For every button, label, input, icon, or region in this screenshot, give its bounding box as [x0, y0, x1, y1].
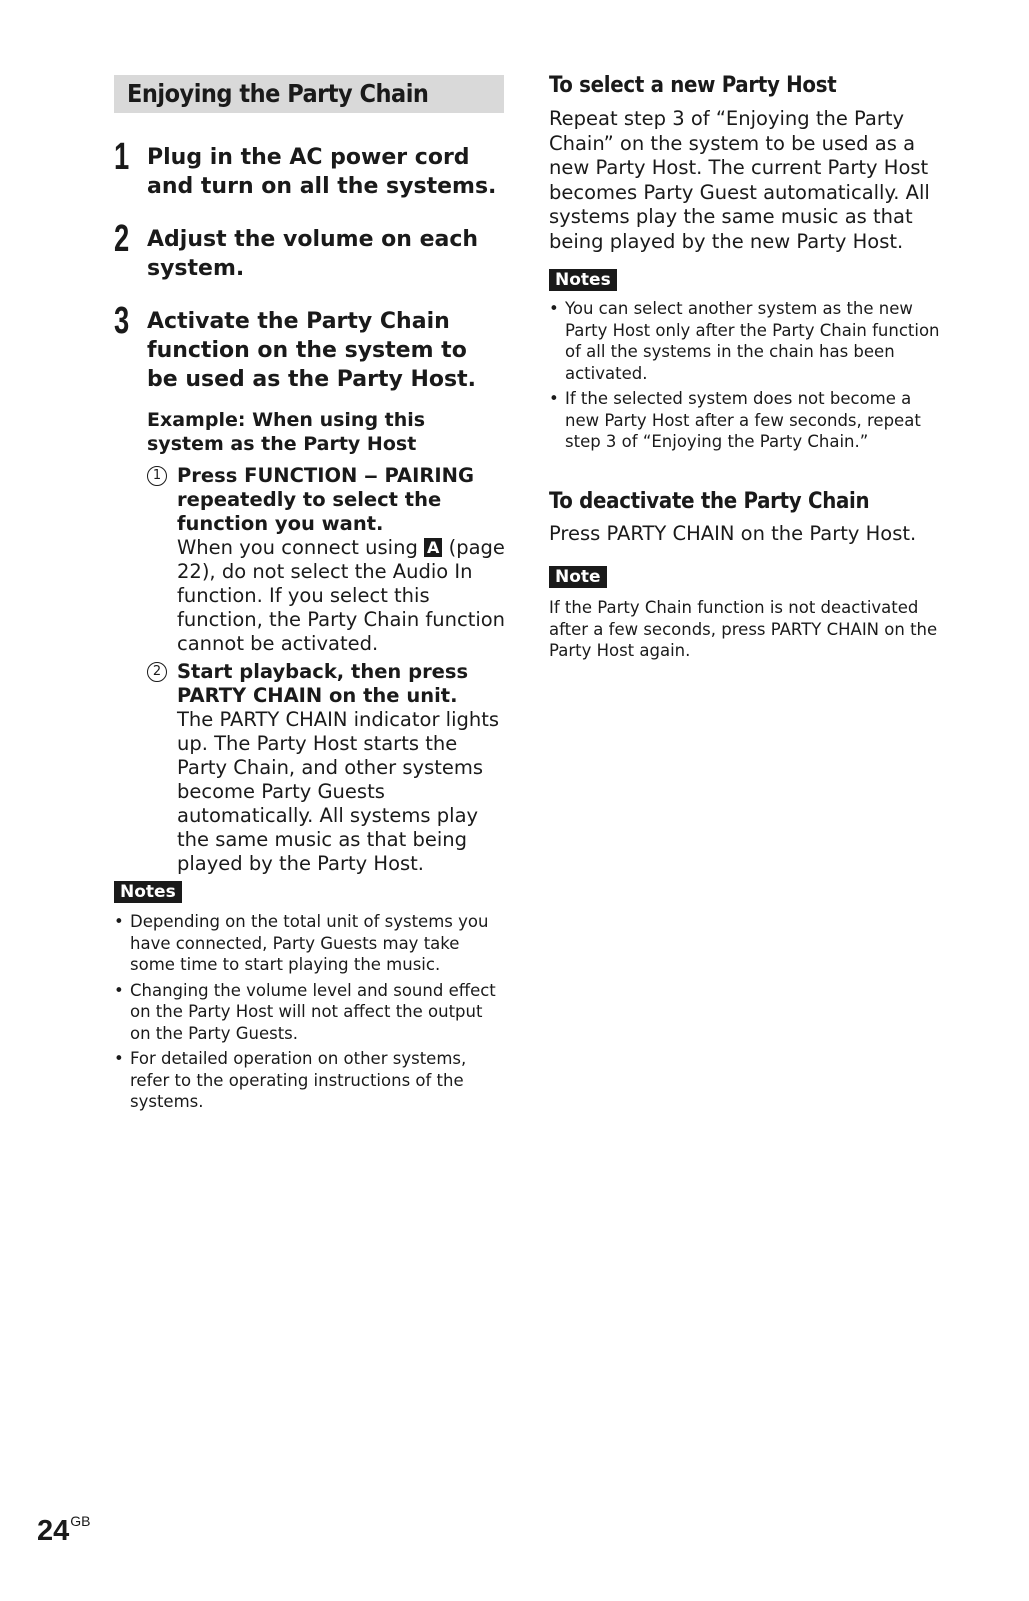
- substep-body: [177, 536, 507, 656]
- step-text: Adjust the volume on each system.: [147, 227, 479, 281]
- page-number-value: 24: [37, 1515, 70, 1547]
- deactivate-body: Press PARTY CHAIN on the Party Host.: [549, 522, 917, 545]
- substep-heading: Start playback, then press PARTY CHAIN on the unit.: [177, 660, 469, 707]
- substep-body-part: (page 22), do not select the Audio In function. If you select this function, the Party Chain function cannot be activated.: [177, 536, 506, 655]
- substep-body: The PARTY CHAIN indicator lights up. The Party Host starts the Party Chain, and other systems become Party Guests automatically. All systems play the same music as that being played by the Party Host.: [177, 708, 500, 875]
- page-number-suffix: GB: [70, 1513, 91, 1529]
- section-title: Enjoying the Party Chain: [127, 79, 429, 108]
- list-item: • Depending on the total unit of systems you have connected, Party Guests may take some time to start playing the music.: [114, 911, 504, 976]
- step-number: 2: [114, 218, 130, 260]
- notes-label: Notes: [114, 881, 182, 903]
- step-number: 1: [114, 136, 130, 178]
- notes-list: [549, 298, 944, 457]
- step-text: Plug in the AC power cord and turn on all the systems.: [147, 145, 497, 199]
- step-number: 3: [114, 300, 130, 342]
- substep-1: [147, 464, 507, 656]
- substep-heading: [177, 464, 507, 536]
- dash-symbol-icon: ‒: [364, 464, 378, 487]
- deactivate-heading: To deactivate the Party Chain: [549, 489, 870, 514]
- new-host-body: Repeat step 3 of “Enjoying the Party Chain” on the system to be used as a new Party Host. The current Party Host becomes Party Guest automatically. All systems play the same music as that being played by the new Party Host.: [549, 107, 930, 253]
- list-item: • You can select another system as the new Party Host only after the Party Chain function of all the systems in the chain has been activated.: [549, 298, 944, 384]
- note-label: Note: [549, 566, 607, 588]
- notes-label: Notes: [549, 269, 617, 291]
- circled-number-marker: 1: [147, 466, 167, 486]
- list-item: • For detailed operation on other systems, refer to the operating instructions of the systems.: [114, 1048, 504, 1113]
- list-item: • Changing the volume level and sound effect on the Party Host will not affect the output on the Party Guests.: [114, 980, 504, 1045]
- deactivate-note: If the Party Chain function is not deactivated after a few seconds, press PARTY CHAIN on the Party Host again.: [549, 598, 938, 660]
- circled-number-marker: 2: [147, 662, 167, 682]
- substep-heading-part: Press FUNCTION: [177, 464, 365, 487]
- connection-a-badge: A: [424, 538, 442, 557]
- new-host-heading: To select a new Party Host: [549, 73, 837, 98]
- substep-2: [147, 660, 507, 876]
- substep-heading-part: PAIRING repeatedly to select the function you want.: [177, 464, 474, 535]
- substep-body-part: When you connect using: [177, 536, 425, 559]
- list-item: • If the selected system does not become a new Party Host after a few seconds, repeat step 3 of “Enjoying the Party Chain.”: [549, 388, 944, 453]
- example-heading: Example: When using this system as the Party Host: [147, 409, 426, 455]
- notes-list: [114, 911, 504, 1117]
- page-number: [37, 1505, 91, 1547]
- step-text: Activate the Party Chain function on the system to be used as the Party Host.: [147, 309, 477, 392]
